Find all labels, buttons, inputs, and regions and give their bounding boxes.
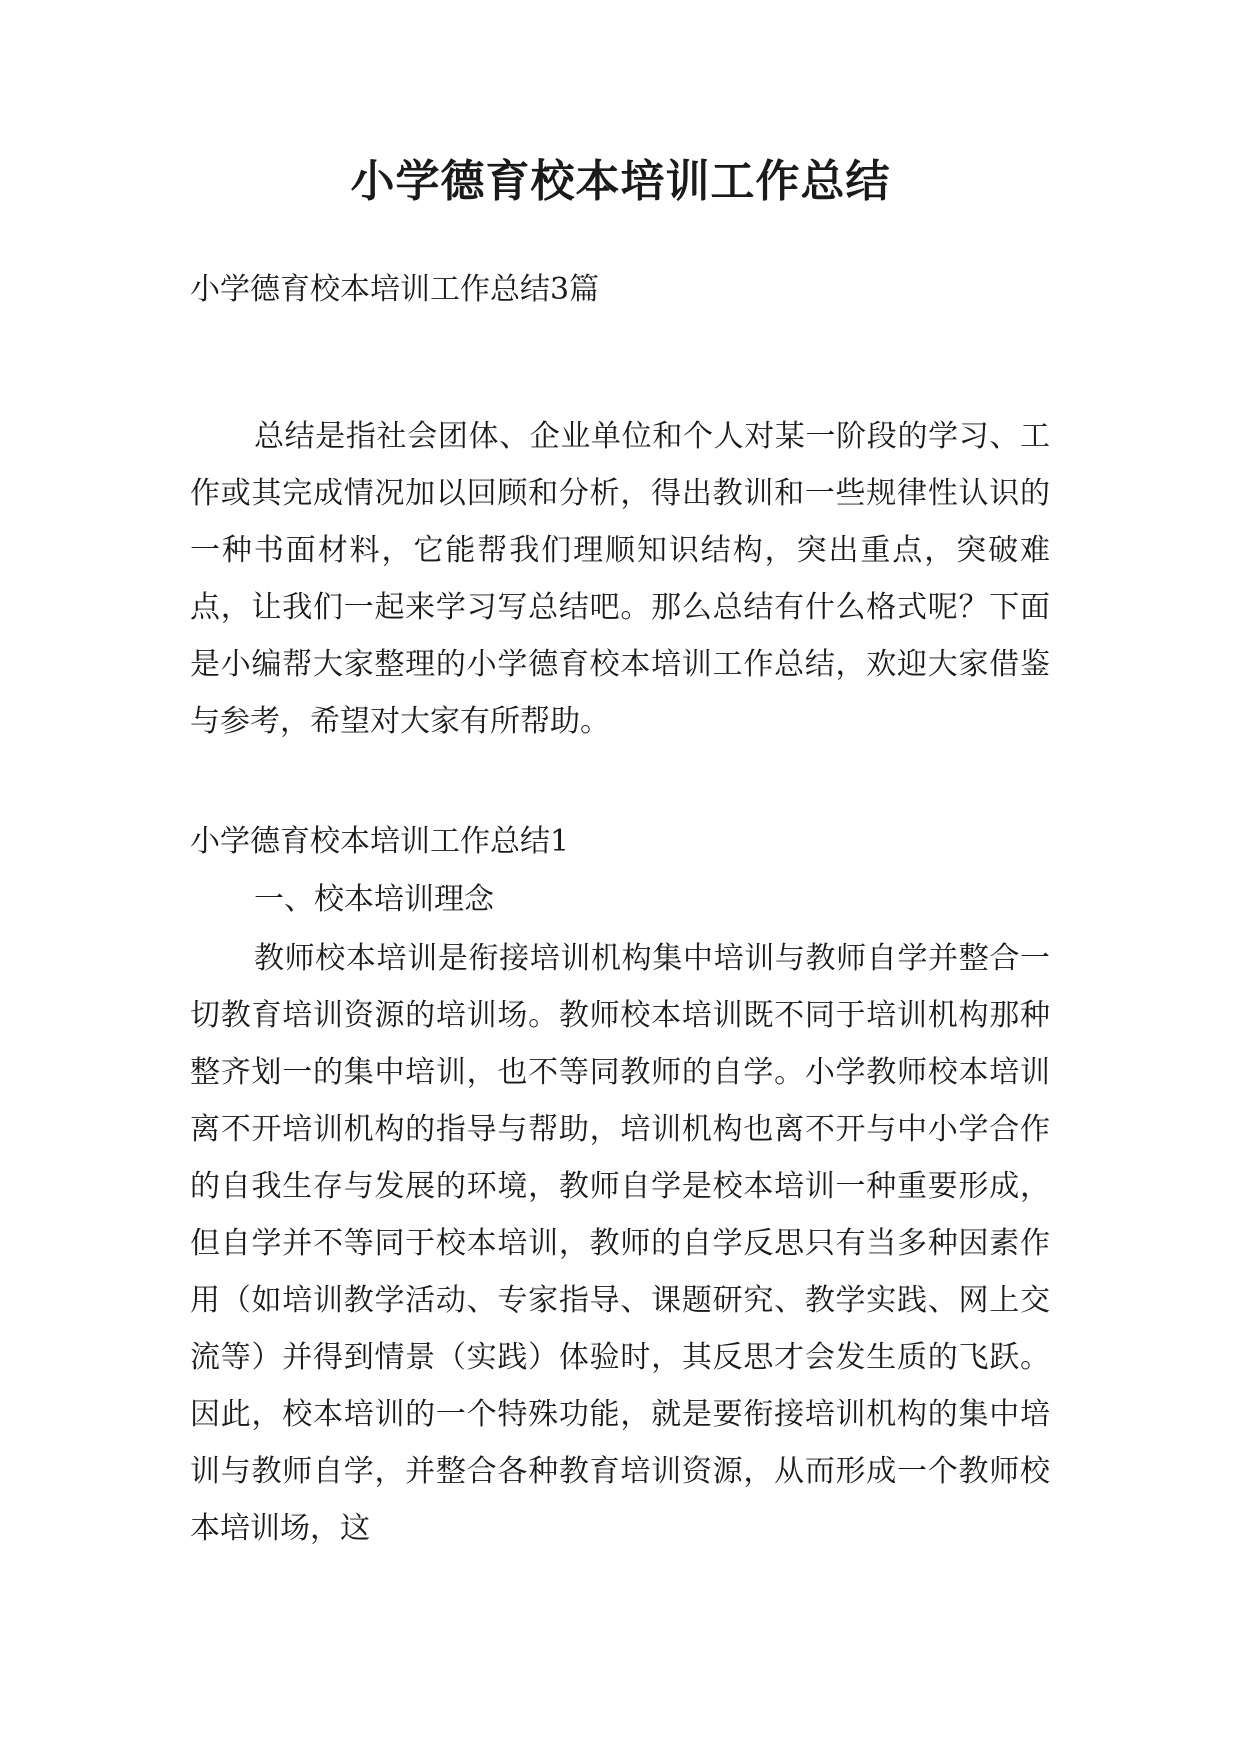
document-title: 小学德育校本培训工作总结 [350, 156, 891, 207]
section-heading: 小学德育校本培训工作总结1 [190, 824, 570, 859]
body-paragraph: 教师校本培训是衔接培训机构集中培训与教师自学并整合一切教育培训资源的培训场。教师校本培训既不同于培训机构那种整齐划一的集中培训，也不等同教师的自学。小学教师校本培训离不开培训机构的指导与帮助，培训机构也离不开与中小学合作的自我生存与发展的环境，教师自学是校本培训一种重要形成，但自学并不等同于校本培训，教师的自学反思只有当多种因素作用（如培训教学活动、专家指导、课题研究、教学实践、网上交流等）并得到情景（实践）体验时，其反思才会发生质的飞跃。因此，校本培训的一个特殊功能，就是要衔接培训机构的集中培训与教师自学，并整合各种教育培训资源，从而形成一个教师校本培训场，这 [190, 941, 1050, 1546]
intro-paragraph: 总结是指社会团体、企业单位和个人对某一阶段的学习、工作或其完成情况加以回顾和分析，得出教训和一些规律性认识的一种书面材料，它能帮我们理顺知识结构，突出重点，突破难点，让我们一起来学习写总结吧。那么总结有什么格式呢？下面是小编帮大家整理的小学德育校本培训工作总结，欢迎大家借鉴与参考，希望对大家有所帮助。 [190, 419, 1050, 739]
document-subtitle: 小学德育校本培训工作总结3篇 [190, 272, 600, 307]
subsection-heading: 一、校本培训理念 [254, 882, 494, 917]
